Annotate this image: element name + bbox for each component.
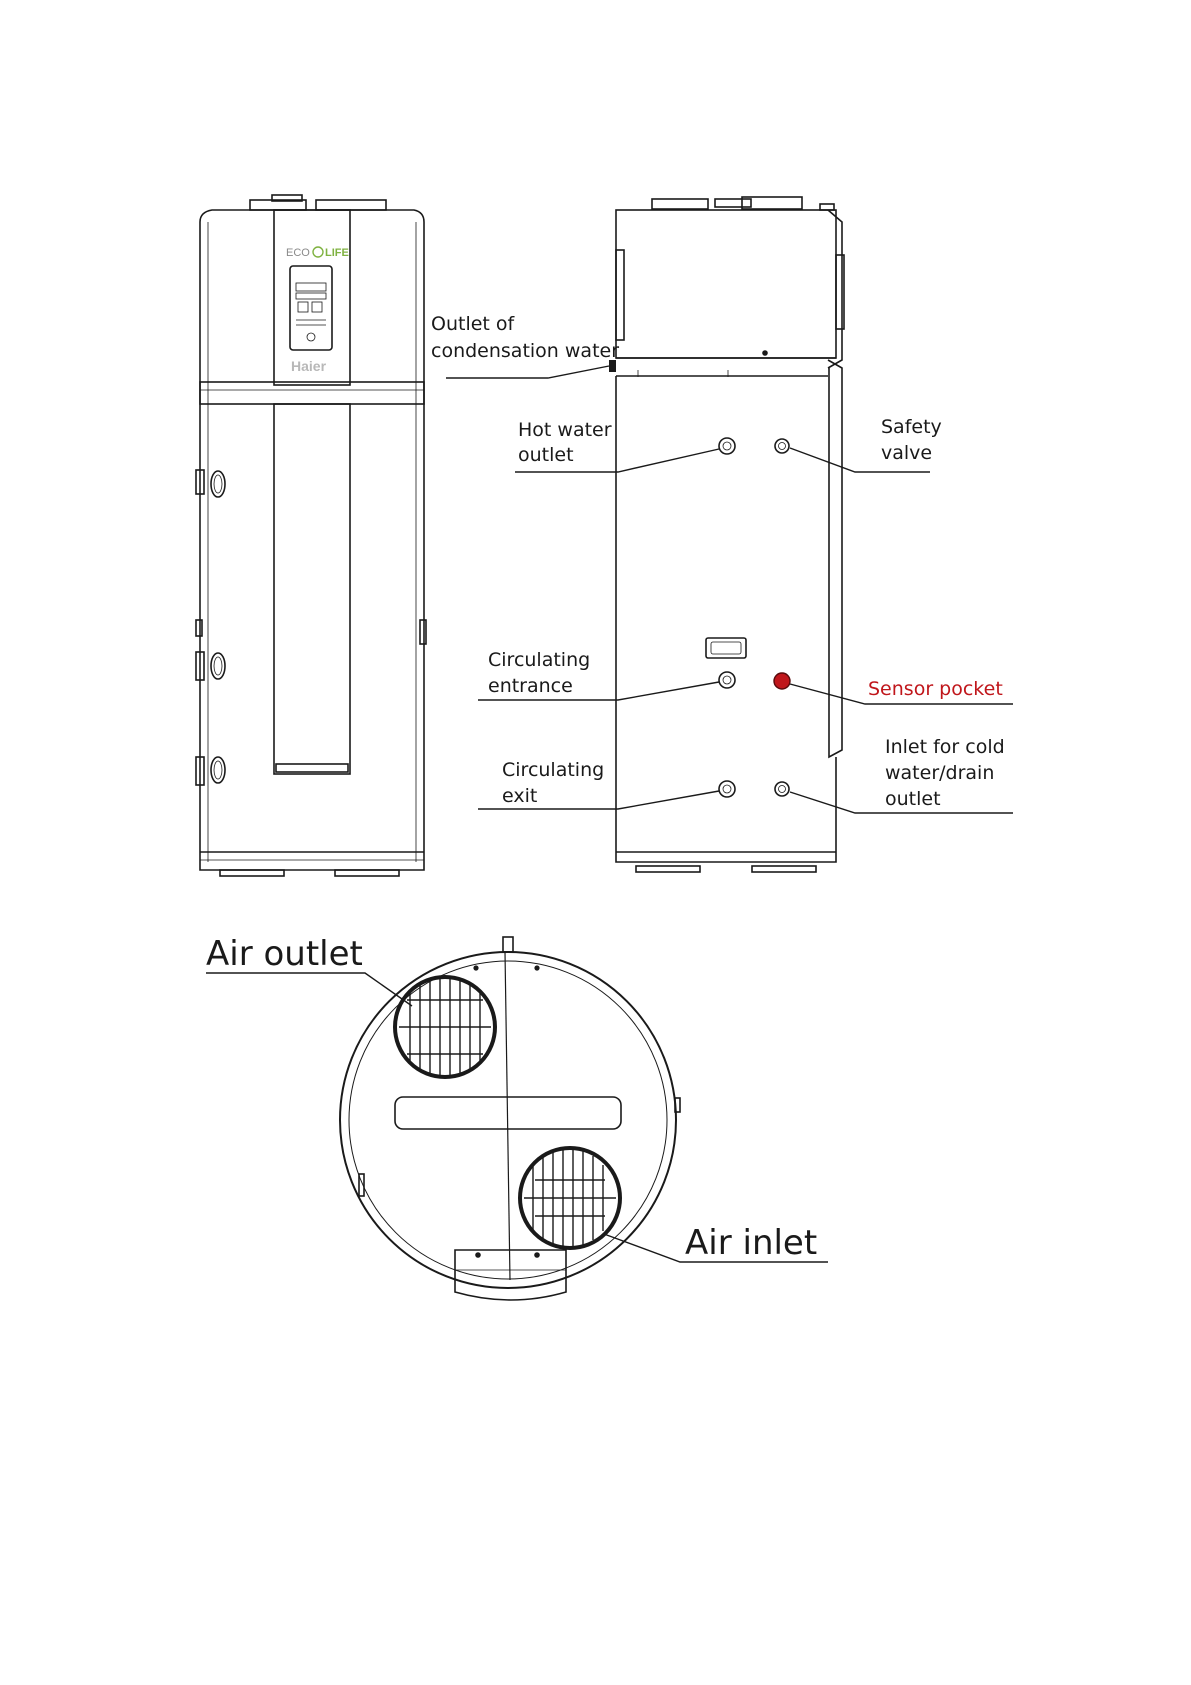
air-inlet-grille — [520, 1148, 620, 1248]
circulating-exit-label: Circulating exit — [502, 759, 605, 807]
condensation-outlet-label: Outlet of condensation water — [431, 313, 620, 362]
brand-logo: Haier — [291, 358, 327, 374]
sensor-pocket-marker — [774, 673, 790, 689]
hot-water-outlet-fitting — [719, 438, 735, 454]
air-outlet-grille — [395, 977, 495, 1077]
air-inlet-label: Air inlet — [685, 1223, 818, 1263]
safety-valve-fitting — [775, 439, 789, 453]
sensor-pocket-label: Sensor pocket — [868, 678, 1003, 700]
cold-water-inlet-label: Inlet for cold water/drain outlet — [885, 736, 1005, 810]
side-view — [616, 197, 844, 872]
air-outlet-label: Air outlet — [206, 934, 363, 974]
front-view — [196, 195, 426, 876]
circulating-entrance-label: Circulating entrance — [488, 649, 591, 697]
life-logo-text: LIFE — [325, 247, 349, 259]
circulating-exit-fitting — [719, 781, 735, 797]
eco-logo-text: ECO — [286, 247, 310, 259]
leaf-icon — [313, 247, 323, 257]
cold-water-inlet-fitting — [775, 782, 789, 796]
circulating-entrance-fitting — [719, 672, 735, 688]
safety-valve-label: Safety valve — [881, 416, 942, 464]
top-view-leader-lines — [206, 973, 828, 1262]
hot-water-outlet-label: Hot water outlet — [518, 419, 612, 466]
